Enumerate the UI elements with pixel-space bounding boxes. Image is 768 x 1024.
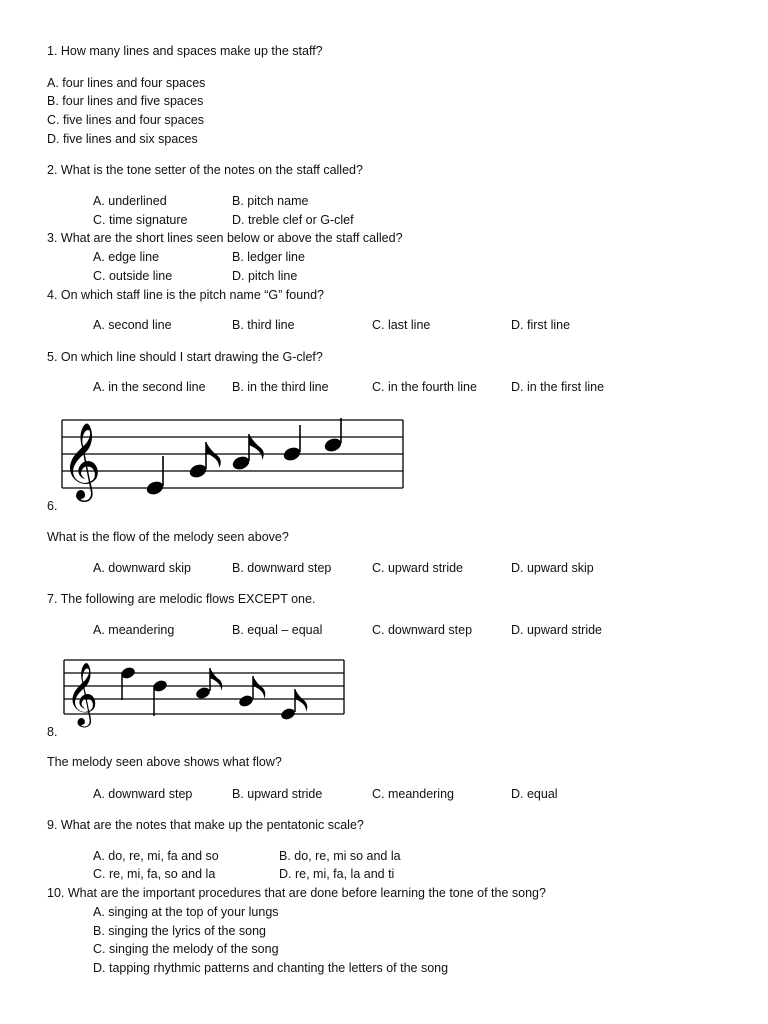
q7-option-d: D. upward stride [511,623,603,637]
q2-option-a: A. underlined [93,194,167,208]
question-2: 2. What is the tone setter of the notes on the staff called? [47,163,363,177]
question-3: 3. What are the short lines seen below or above the staff called? [47,231,403,245]
q3-option-b: B. ledger line [232,250,305,264]
treble-clef-icon: 𝄞 [62,422,102,499]
q4-option-a: A. second line [93,318,172,332]
q10-option-d: D. tapping rhythmic patterns and chanting the letters of the song [93,961,449,975]
q6-option-c: C. upward stride [372,561,464,575]
q6-option-d: D. upward skip [511,561,594,575]
staff-lines [62,420,403,488]
q6-option-a: A. downward skip [93,561,191,575]
q10-option-c: C. singing the melody of the song [93,942,279,956]
note-d5 [152,679,169,716]
note-c5 [282,425,302,463]
note-d5 [323,418,343,454]
question-1: 1. How many lines and spaces make up the staff? [47,44,323,58]
note-e4 [280,689,308,721]
q4-option-d: D. first line [511,318,571,332]
question-6-number: 6. [47,499,58,513]
q6-option-b: B. downward step [232,561,332,575]
q9-option-d: D. re, mi, fa, la and ti [279,867,395,881]
q4-option-b: B. third line [232,318,295,332]
question-4: 4. On which staff line is the pitch name “G” found? [47,288,324,302]
q2-option-c: C. time signature [93,213,188,227]
q5-option-a: A. in the second line [93,380,206,394]
q6-staff-figure [58,408,408,499]
q10-option-b: B. singing the lyrics of the song [93,924,267,938]
q1-option-c: C. five lines and four spaces [47,113,205,127]
treble-clef-icon: 𝄞 [66,662,98,725]
q3-option-d: D. pitch line [232,269,298,283]
q10-option-a: A. singing at the top of your lungs [93,905,279,919]
q4-option-c: C. last line [372,318,431,332]
question-9: 9. What are the notes that make up the pentatonic scale? [47,818,364,832]
q8-option-d: D. equal [511,787,558,801]
q2-option-d: D. treble clef or G-clef [232,213,354,227]
note-g4 [238,676,266,708]
q9-option-a: A. do, re, mi, fa and so [93,849,219,863]
q8-staff-figure [60,650,350,725]
note-e4 [145,456,165,497]
q3-option-c: C. outside line [93,269,173,283]
question-8: The melody seen above shows what flow? [47,755,282,769]
note-g4 [188,442,221,480]
q8-option-a: A. downward step [93,787,193,801]
q1-option-a: A. four lines and four spaces [47,76,206,90]
q7-option-b: B. equal – equal [232,623,323,637]
q7-option-a: A. meandering [93,623,175,637]
q8-option-c: C. meandering [372,787,454,801]
q7-option-c: C. downward step [372,623,473,637]
q8-option-b: B. upward stride [232,787,323,801]
q1-option-b: B. four lines and five spaces [47,94,204,108]
q9-option-b: B. do, re, mi so and la [279,849,401,863]
staff-lines [64,660,344,714]
q9-option-c: C. re, mi, fa, so and la [93,867,216,881]
question-10: 10. What are the important procedures that are done before learning the tone of the song? [47,886,546,900]
q5-option-c: C. in the fourth line [372,380,477,394]
question-7: 7. The following are melodic flows EXCEPT one. [47,592,316,606]
q5-option-d: D. in the first line [511,380,605,394]
question-8-number: 8. [47,725,58,739]
q3-option-a: A. edge line [93,250,160,264]
q1-option-d: D. five lines and six spaces [47,132,198,146]
question-5: 5. On which line should I start drawing the G-clef? [47,350,323,364]
note-b4 [231,434,264,472]
note-f5 [120,666,137,700]
q5-option-b: B. in the third line [232,380,329,394]
question-6: What is the flow of the melody seen above? [47,530,289,544]
q2-option-b: B. pitch name [232,194,309,208]
